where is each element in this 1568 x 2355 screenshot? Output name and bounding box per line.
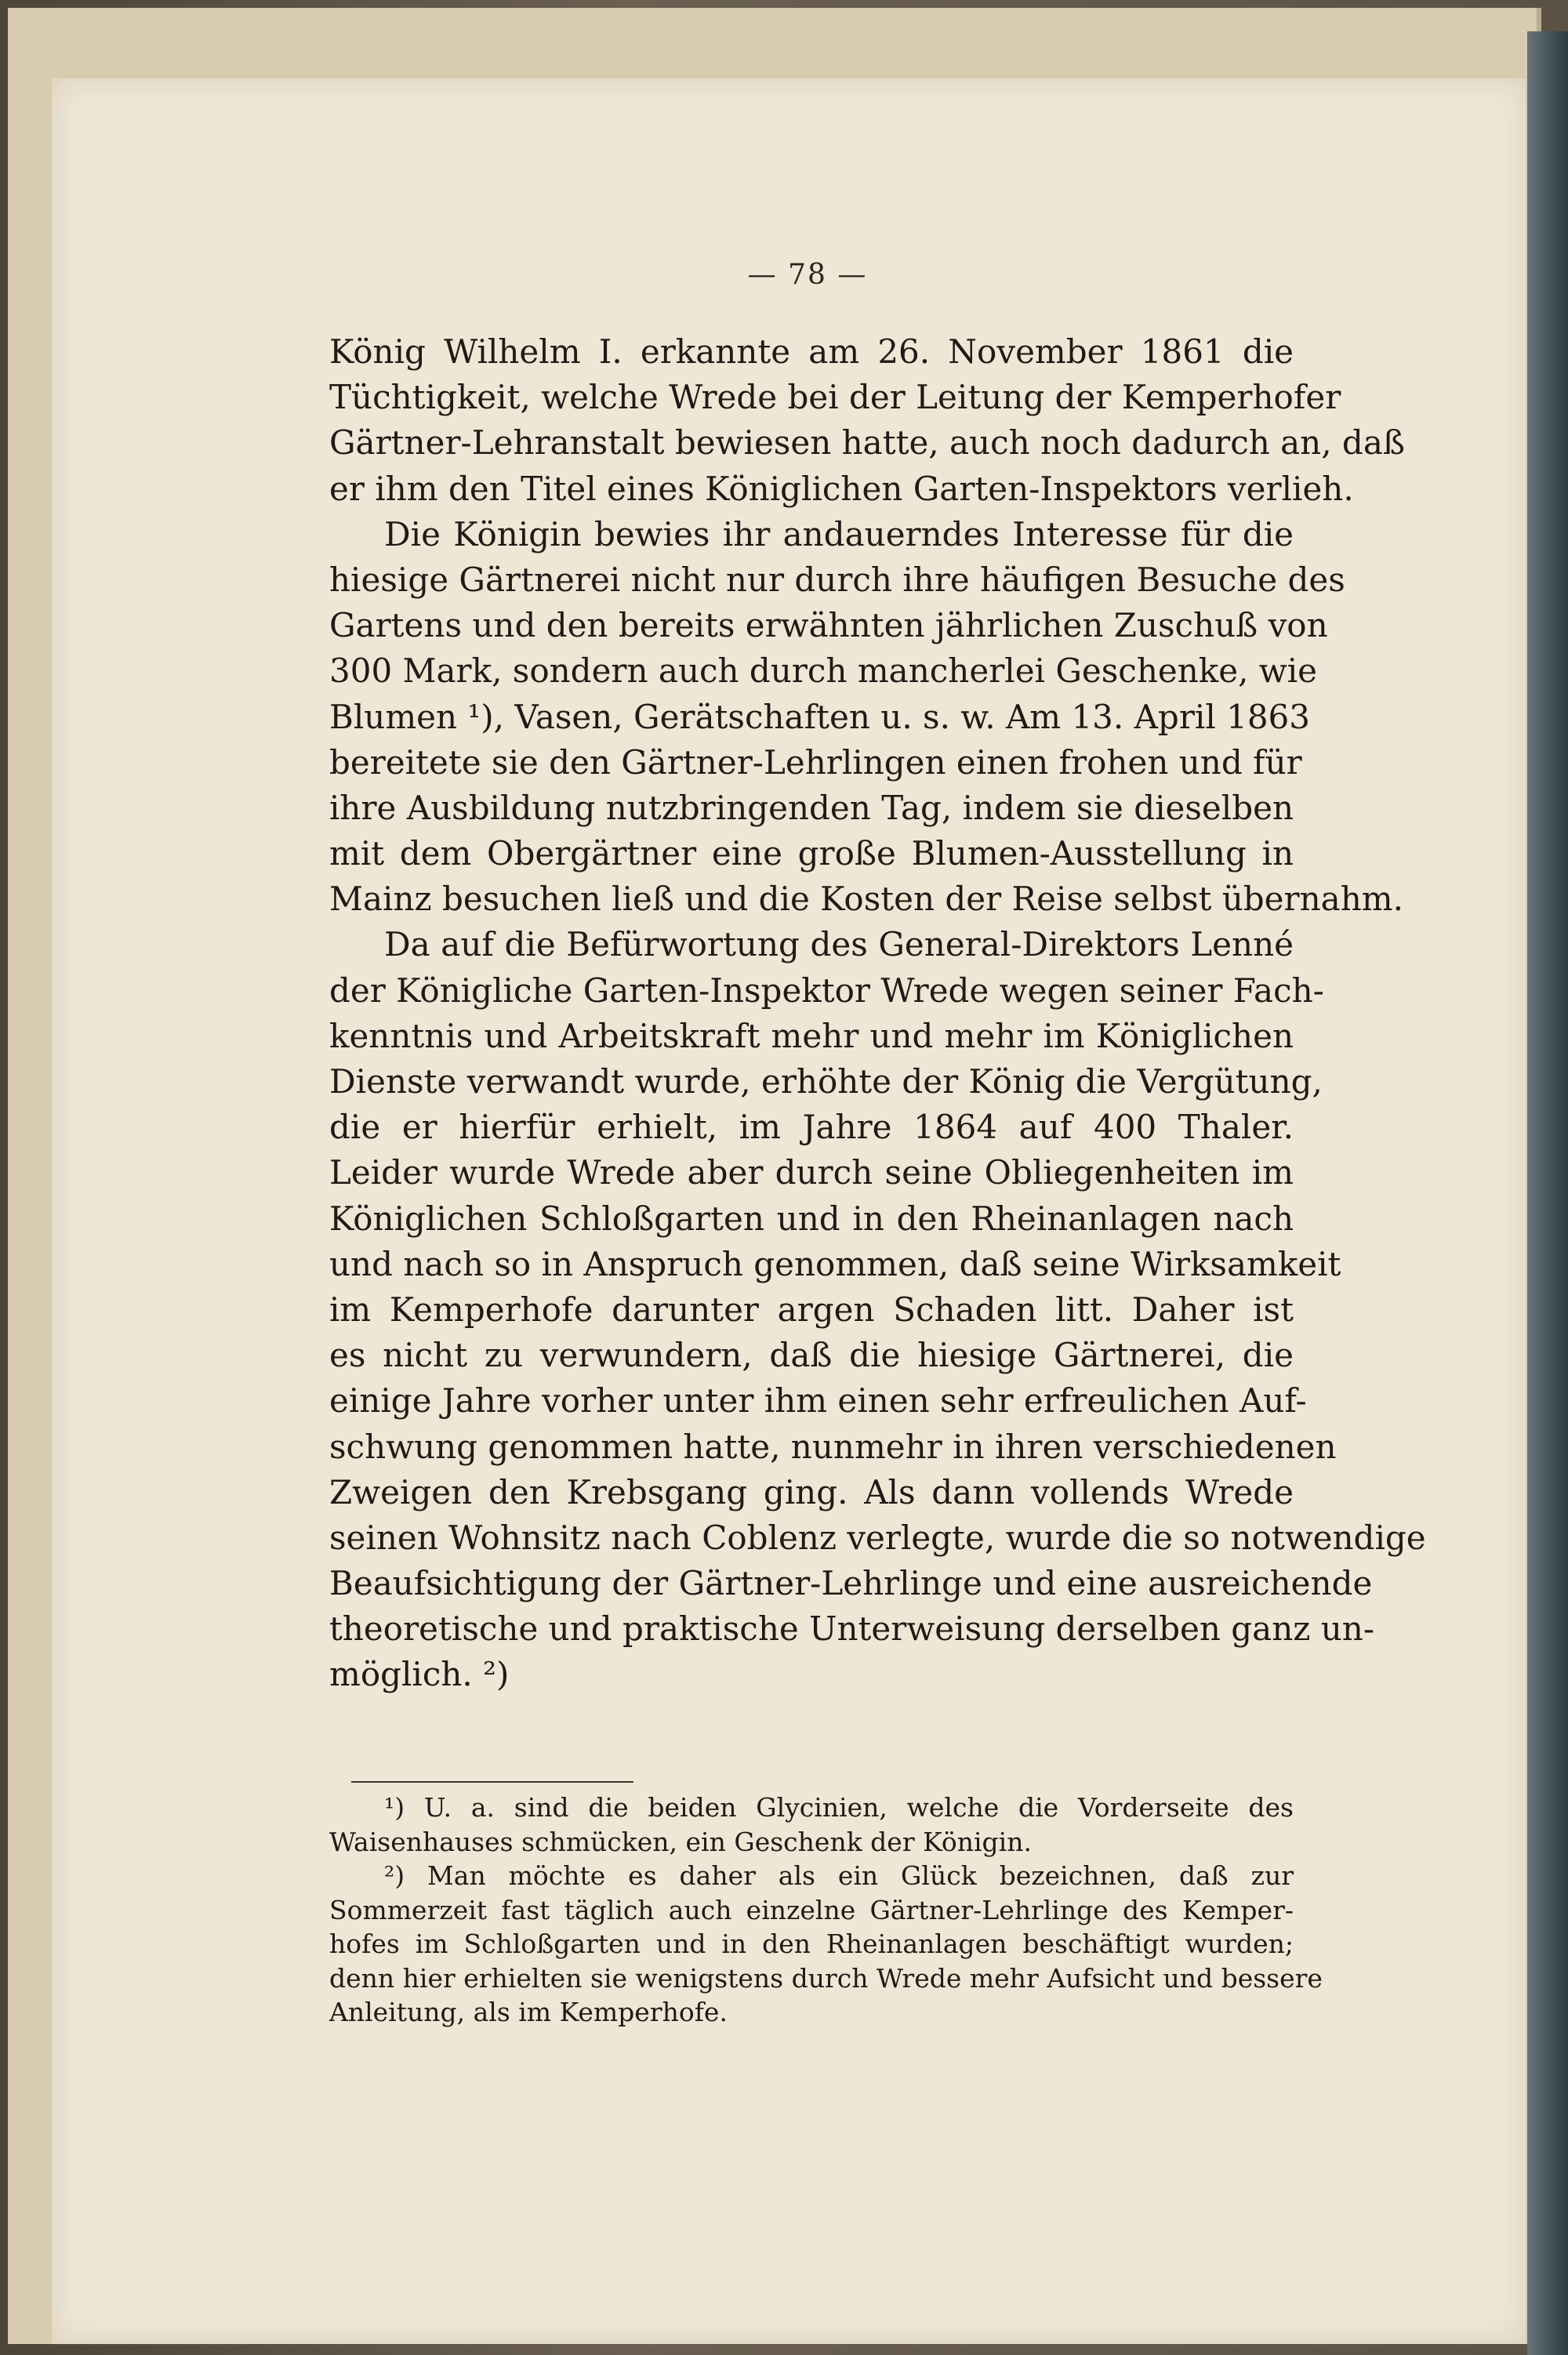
text-line: Gartens und den bereits erwähnten jährlichen Zuschuß von xyxy=(329,606,1328,645)
text-line: König Wilhelm I. erkannte am 26. November 1861 die xyxy=(329,332,1294,371)
text-line: ihre Ausbildung nutzbringenden Tag, indem sie dieselben xyxy=(329,788,1294,827)
footnotes xyxy=(329,1791,1323,2030)
text-line: Mainz besuchen ließ und die Kosten der Reise selbst übernahm. xyxy=(329,880,1403,919)
footnote-line: denn hier erhielten sie wenigstens durch Wrede mehr Aufsicht und bessere xyxy=(329,1962,1323,1994)
book-cover-edge xyxy=(1527,31,1568,2355)
text-line: möglich. ²) xyxy=(329,1655,510,1694)
text-line: und nach so in Anspruch genommen, daß seine Wirksamkeit xyxy=(329,1244,1341,1283)
footnote-line: ²) Man möchte es daher als ein Glück bezeichnen, daß zur xyxy=(384,1860,1294,1891)
text-line: seinen Wohnsitz nach Coblenz verlegte, wurde die so notwendige xyxy=(329,1518,1426,1557)
text-line: Zweigen den Krebsgang ging. Als dann vollends Wrede xyxy=(329,1472,1294,1511)
main-text xyxy=(329,329,1426,1698)
text-line: mit dem Obergärtner eine große Blumen-Ausstellung in xyxy=(329,834,1294,873)
text-line: schwung genommen hatte, nunmehr in ihren verschiedenen xyxy=(329,1427,1337,1466)
page-number: — 78 — xyxy=(747,259,868,291)
text-line: Tüchtigkeit, welche Wrede bei der Leitung der Kemperhofer xyxy=(329,378,1341,417)
text-line: Da auf die Befürwortung des General-Direktors Lenné xyxy=(384,925,1294,964)
text-line: Die Königin bewies ihr andauerndes Interesse für die xyxy=(384,514,1294,553)
text-line: Leider wurde Wrede aber durch seine Obliegenheiten im xyxy=(329,1153,1294,1192)
footnote-line: hofes im Schloßgarten und in den Rheinanlagen beschäftigt wurden; xyxy=(329,1929,1294,1959)
text-line: der Königliche Garten-Inspektor Wrede wegen seiner Fach- xyxy=(329,971,1324,1010)
text-line: theoretische und praktische Unterweisung derselben ganz un- xyxy=(329,1609,1375,1649)
text-line: im Kemperhofe darunter argen Schaden litt. Daher ist xyxy=(329,1290,1294,1329)
text-line: es nicht zu verwundern, daß die hiesige Gärtnerei, die xyxy=(329,1336,1294,1375)
text-line: 300 Mark, sondern auch durch mancherlei Geschenke, wie xyxy=(329,651,1318,691)
text-line: bereitete sie den Gärtner-Lehrlingen einen frohen und für xyxy=(329,742,1302,782)
text-line: die er hierfür erhielt, im Jahre 1864 auf 400 Thaler. xyxy=(329,1108,1294,1147)
footnote-line: Anleitung, als im Kemperhofe. xyxy=(329,1997,728,2027)
text-line: er ihm den Titel eines Königlichen Garten-Inspektors verlieh. xyxy=(329,469,1354,508)
footnote-line: Waisenhauses schmücken, ein Geschenk der Königin. xyxy=(329,1826,1032,1857)
text-line: kenntnis und Arbeitskraft mehr und mehr im Königlichen xyxy=(329,1016,1294,1055)
footnote-separator xyxy=(351,1781,633,1783)
text-line: Dienste verwandt wurde, erhöhte der König die Vergütung, xyxy=(329,1062,1323,1101)
text-line: hiesige Gärtnerei nicht nur durch ihre häufigen Besuche des xyxy=(329,560,1345,599)
footnote-line: Sommerzeit fast täglich auch einzelne Gärtner-Lehrlinge des Kemper- xyxy=(329,1894,1294,1925)
text-line: einige Jahre vorher unter ihm einen sehr erfreulichen Auf- xyxy=(329,1381,1307,1421)
text-line: Königlichen Schloßgarten und in den Rheinanlagen nach xyxy=(329,1199,1294,1238)
text-line: Gärtner-Lehranstalt bewiesen hatte, auch noch dadurch an, daß xyxy=(329,423,1405,463)
footnote-line: ¹) U. a. sind die beiden Glycinien, welche die Vorderseite des xyxy=(384,1792,1294,1823)
text-line: Beaufsichtigung der Gärtner-Lehrlinge und eine ausreichende xyxy=(329,1564,1373,1603)
text-line: Blumen ¹), Vasen, Gerätschaften u. s. w. Am 13. April 1863 xyxy=(329,697,1310,736)
